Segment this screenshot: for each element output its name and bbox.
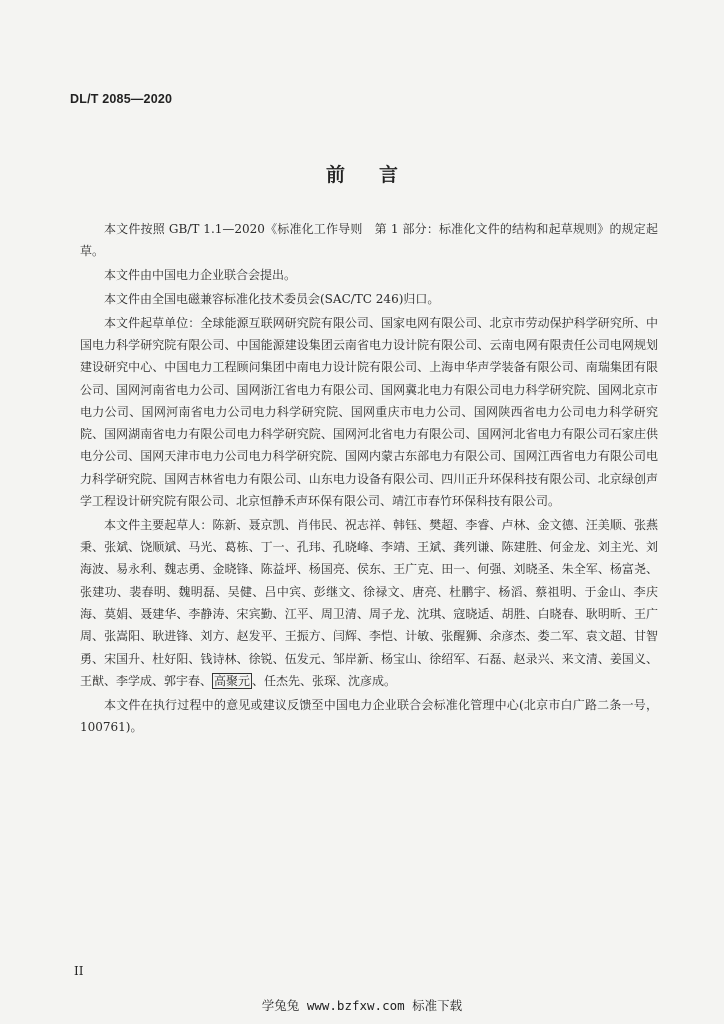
page-title: 前言: [325, 164, 432, 186]
paragraph-feedback: 本文件在执行过程中的意见或建议反馈至中国电力企业联合会标准化管理中心(北京市白广路二条一号，100761)。: [80, 697, 658, 735]
boxed-drafter-name: 高聚元: [214, 673, 251, 688]
foreword-body: [80, 218, 658, 740]
paragraph-drafters: [80, 514, 658, 692]
paragraph-drafting-rules: 本文件按照 GB/T 1.1—2020《标准化工作导则 第 1 部分：标准化文件的结构和起草规则》的规定起草。: [80, 222, 658, 259]
paragraph-committee: 本文件由全国电磁兼容标准化技术委员会(SAC/TC 246)归口。: [104, 291, 440, 306]
standard-code: DL/T 2085—2020: [70, 92, 173, 106]
drafters-list-end: 、任杰先、张琛、沈彦成。: [252, 673, 397, 688]
page-number: II: [74, 964, 84, 978]
paragraph-drafting-units: 本文件起草单位：全球能源互联网研究院有限公司、国家电网有限公司、北京市劳动保护科学研究所、中国电力科学研究院有限公司、中国能源建设集团云南省电力设计院有限公司、云南电网有限责任公司电网规划建设研究中心、中国电力工程顾问集团中南电力设计院有限公司、上海申华声学装备有限公司、南瑞集团有限公司、国网河南省电力公司、国网浙江省电力有限公司、国网冀北电力有限公司电力科学研究院、国网北京市电力公司、国网河南省电力公司电力科学研究院、国网重庆市电力公司、国网陕西省电力公司电力科学研究院、国网湖南省电力有限公司电力科学研究院、国网河北省电力有限公司、国网河北省电力有限公司石家庄供电分公司、国网天津市电力公司电力科学研究院、国网内蒙古东部电力有限公司、国网江西省电力有限公司电力科学研究院、国网吉林省电力有限公司、山东电力设备有限公司、四川正升环保科技有限公司、北京绿创声学工程设计研究院有限公司、北京恒静禾声环保有限公司、靖江市春竹环保科技有限公司。: [80, 315, 658, 509]
drafters-list: 本文件主要起草人：陈新、聂京凯、肖伟民、祝志祥、韩钰、樊超、李睿、卢林、金文德、汪美顺、张燕秉、张斌、饶顺斌、马光、葛栋、丁一、孔玮、孔晓峰、李靖、王斌、龚列谦、陈建胜、何金龙、刘主光、刘海波、易永利、魏志勇、金晓锋、陈益坪、杨国亮、侯东、王广克、田一、何强、刘晓圣、朱全军、杨富尧、张建功、裴春明、魏明磊、吴健、吕中宾、彭继文、徐禄文、唐亮、杜鹏宇、杨滔、蔡祖明、于金山、李庆海、莫娟、聂建华、李静涛、宋宾勤、江平、周卫清、周子龙、沈琪、寇晓适、胡胜、白晓春、耿明昕、王广周、张嵩阳、耿进锋、刘方、赵发平、王振方、闫辉、李恺、计敏、张醒狮、余彦杰、娄二军、袁文超、甘智勇、宋国升、杜好阳、钱诗林、徐锐、伍发元、邹岸新、杨宝山、徐绍军、石磊、赵录兴、来文清、姜国义、王猷、李学成、郭宇春、: [80, 517, 658, 688]
site-watermark: 学兔兔 www.bzfxw.com 标准下载: [261, 998, 463, 1013]
paragraph-proposer: 本文件由中国电力企业联合会提出。: [104, 268, 297, 283]
